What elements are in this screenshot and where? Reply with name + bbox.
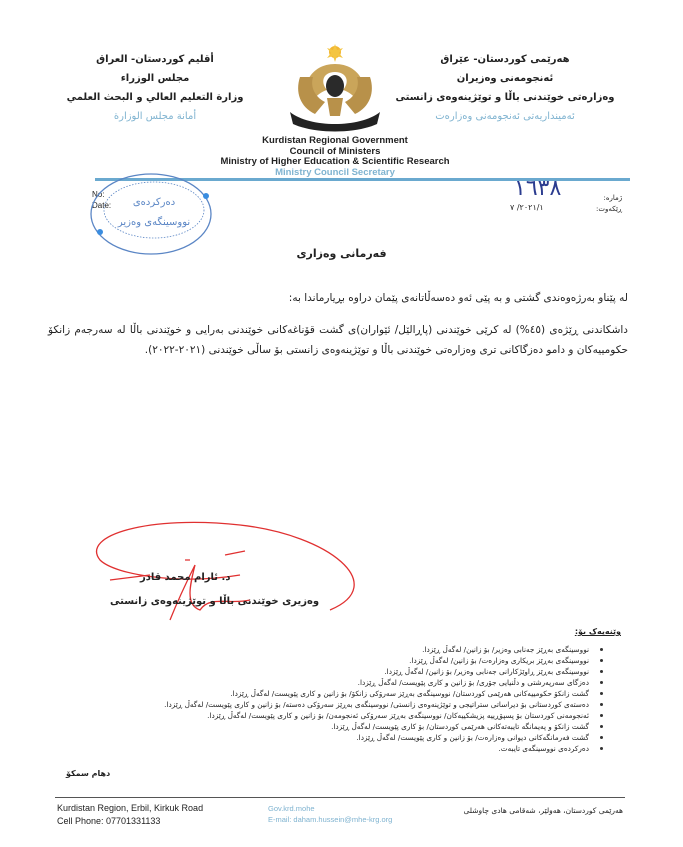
footer-divider (55, 797, 625, 798)
english-header (185, 136, 485, 178)
header-line: وەزارەتی خوێندنی باڵا و توێژینەوەی زانستی (395, 92, 615, 103)
list-item: گشت فەرمانگەکانی دیوانی وەزارەت/ بۆ زانین و کاری پێویست/ لەگەڵ ڕێزدا. (83, 732, 603, 743)
kurdish-header (390, 50, 620, 126)
signatory-title: وەزیری خوێندنی باڵا و توێژینەوەی زانستی (110, 596, 320, 607)
body-paragraph-1: لە پێناو بەرژەوەندی گشتی و بە پێی ئەو دەسەڵاتانەی پێمان دراوە بڕیارماندا بە: (288, 292, 628, 304)
ku-date-label: ڕێکەوت: (596, 205, 623, 213)
cc-heading: وێنەیەک بۆ: (574, 627, 621, 636)
document-title: فەرمانی وەزاری (296, 247, 387, 260)
list-item: گشت زانکۆ و پەیمانگە تایبەتەکانی هەرێمی کوردستان/ بۆ کاری پێویست/ لەگەڵ ڕێزدا. (83, 721, 603, 732)
address: Kurdistan Region, Erbil, Kirkuk Road (57, 803, 204, 813)
footer-kurdish-address: هەرێمی کوردستان، هەولێر، شەقامی هادی چاوشلی (463, 806, 623, 815)
header-line: Ministry Council Secretary (275, 166, 395, 178)
no-label: No: (92, 190, 105, 199)
list-item: ئەنجومەنی کوردستان بۆ پسپۆڕییە پزیشکییەکان/ نووسینگەی بەڕێز سەرۆکی ئەنجومەن/ بۆ زانین و کاری پێویست/ لەگەڵ ڕێزدا. (83, 710, 603, 721)
header-line: وزارة التعليم العالي و البحث العلمي (66, 92, 244, 103)
header-line: مجلس الوزراء (120, 73, 190, 84)
footer-address (57, 802, 203, 828)
header-line: أقليم كوردستان- العراق (96, 54, 214, 65)
header-line: ئەنجومەنی وەزیران (456, 73, 554, 84)
cc-list (83, 644, 603, 754)
list-item: نووسینگەی بەڕێز ڕاوێژکارانی جەنابی وەزیر/ بۆ زانین/ لەگەڵ ڕێزدا. (83, 666, 603, 677)
list-item: نووسینگەی بەڕێز جەنابی وەزیر/ بۆ زانین/ لەگەڵ ڕێزدا. (83, 644, 603, 655)
list-item: دەرکردەی نووسینگەی تایبەت. (83, 743, 603, 754)
date-label: Date: (92, 201, 112, 210)
reference-date: ٢٠٢١/١/ ٧ (510, 203, 544, 212)
list-item: نووسینگەی بەڕێز بریکاری وەزارەت/ بۆ زانین/ لەگەڵ ڕێزدا. (83, 655, 603, 666)
signature-mark (90, 515, 380, 630)
signatory-name: د. ئارام محمد قادر (140, 572, 231, 583)
typist-initials: دهام سمکۆ (66, 769, 111, 778)
stamp-line1: دەرکردەی (132, 197, 176, 208)
footer-contact (268, 803, 392, 825)
header-line: ئەمینداریەتی ئەنجومەنی وەزارەت (435, 111, 575, 122)
header-line: Council of Ministers (289, 145, 381, 157)
list-item: دەزگای سەرپەرشتی و دڵنیایی جۆری/ بۆ زانین و کاری پێویست/ لەگەڵ ڕێزدا. (83, 677, 603, 688)
email-link[interactable]: E-mail: daham.hussein@mhe-krg.org (268, 815, 393, 824)
header-line: Ministry of Higher Education & Scientific Research (220, 156, 450, 167)
body-paragraph-2: داشکاندنی ڕێژەی (٤٥%) لە کرێی خوێندنی (پاڕالێل/ ئێواران)ی گشت قۆناغەکانی خوێندنی بەرایی و خوێندنی باڵا لە سەرجەم زانکۆ حکومییەکان و دامو دەزگاکانی تری وەزارەتی خوێندنی باڵا و توێژینەوەی زانستی بۆ ساڵی خوێندنی (٢٠٢١-٢٠٢٢). (48, 324, 628, 356)
header-line: هەرێمی کوردستان- عێراق (440, 54, 570, 65)
krg-emblem-icon (285, 42, 385, 134)
stamp-line2: نووسینگەی وەزیر (117, 217, 191, 228)
reference-labels (596, 193, 622, 215)
office-stamp (88, 170, 214, 258)
number-label: ژمارە: (603, 194, 623, 202)
reference-number: ١٦٣٨ (514, 176, 562, 201)
website-link[interactable]: Gov.krd.mohe (268, 804, 315, 813)
phone: Cell Phone: 07701331133 (57, 816, 161, 826)
header-line: Kurdistan Regional Government (262, 135, 408, 146)
list-item: دەستەی کوردستانی بۆ دیراساتی ستراتیجی و توێژینەوەی زانستی/ نووسینگەی بەڕێز سەرۆکی دەستە/ بۆ زانین و کاری پێویست/ لەگەڵ ڕێزدا. (83, 699, 603, 710)
arabic-header (60, 50, 250, 126)
header-line: أمانة مجلس الوزارة (113, 111, 197, 122)
list-item: گشت زانکۆ حکومییەکانی هەرێمی کوردستان/ نووسینگەی بەڕێز سەرۆکی زانکۆ/ بۆ زانین و کاری پێویست/ لەگەڵ ڕێزدا. (83, 688, 603, 699)
